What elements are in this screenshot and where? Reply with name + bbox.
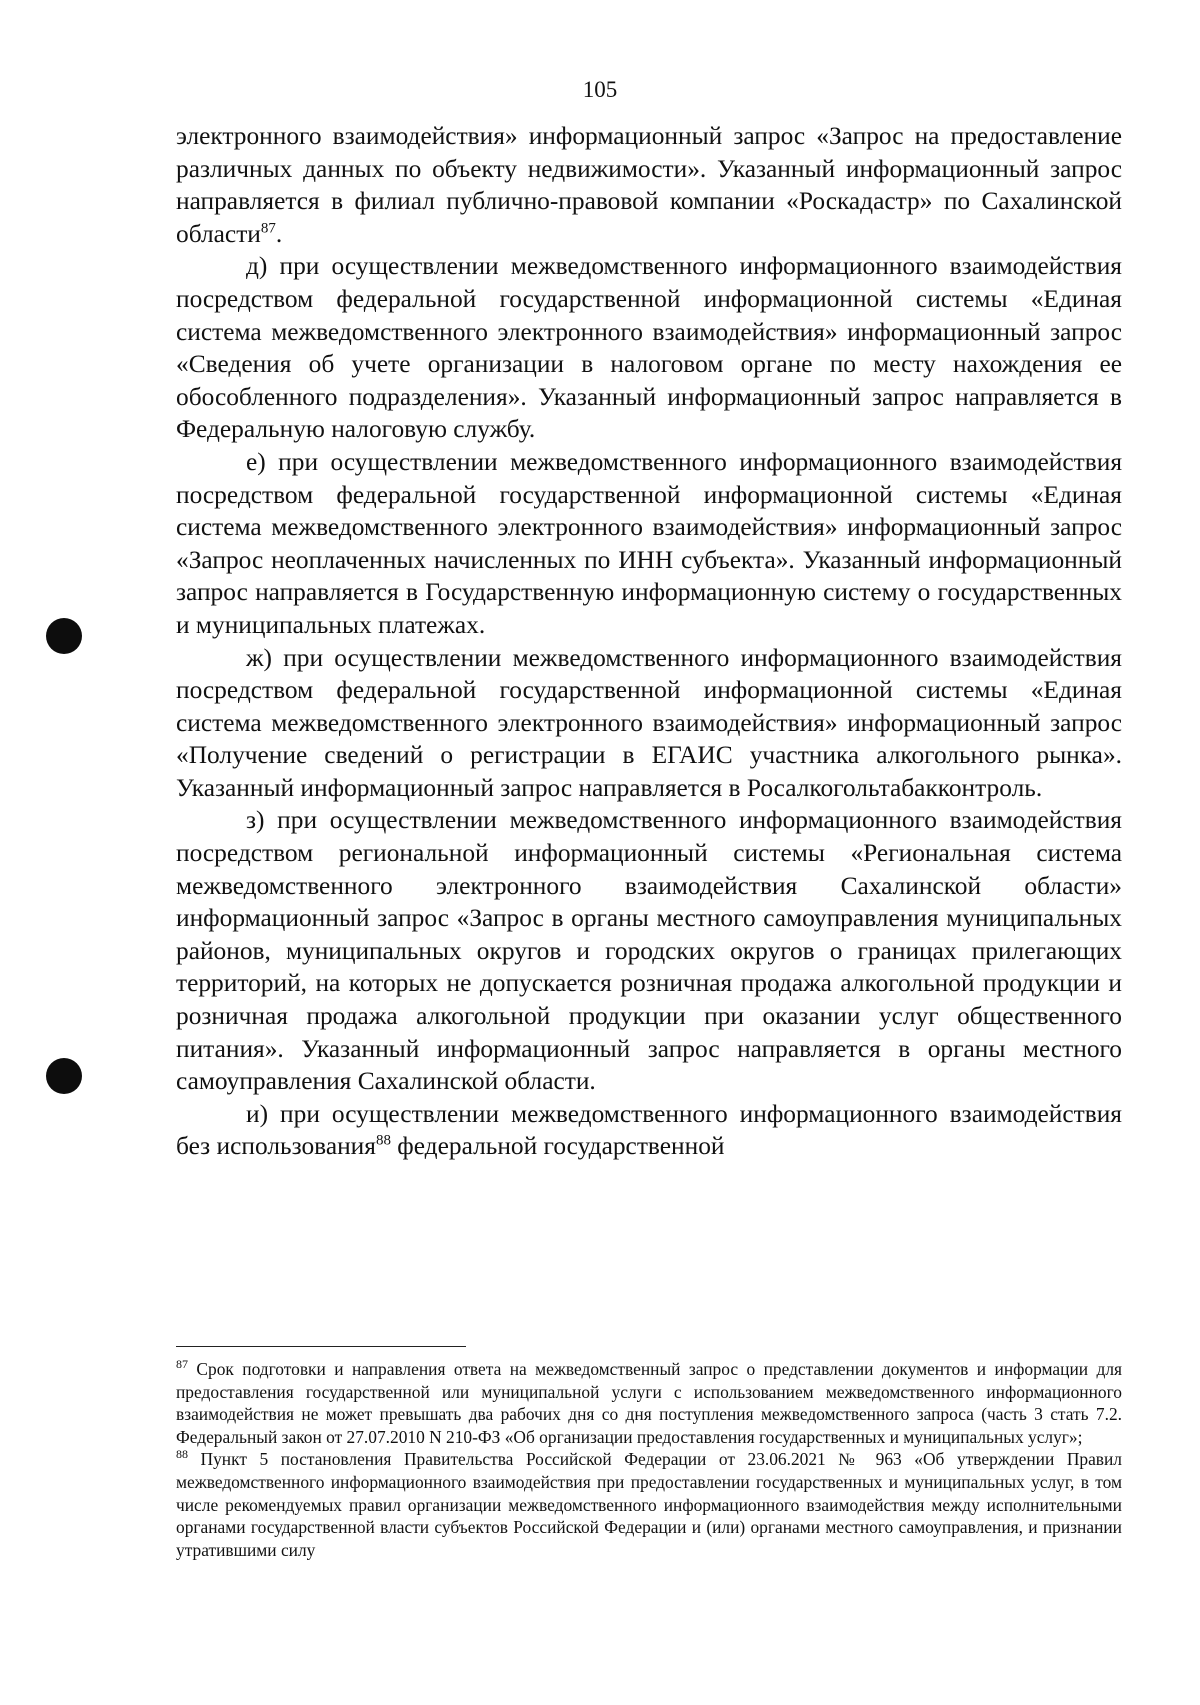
paragraph-zh: ж) при осуществлении межведомственного информационного взаимодействия посредством федеральной государственной информационной системы «Единая система межведомственного электронного взаимодействия» информационный запрос «Получение сведений о регистрации в ЕГАИС участника алкогольного рынка». Указанный информационный запрос направляется в Росалкогольтабакконтроль. bbox=[176, 643, 1122, 802]
binder-hole-top bbox=[46, 618, 82, 654]
paragraph-i-end: федеральной государственной bbox=[390, 1132, 725, 1161]
paragraph-d: д) при осуществлении межведомственного информационного взаимодействия посредством федеральной государственной информационной системы «Единая система межведомственного электронного взаимодействия» информационный запрос «Сведения об учете организации в налоговом органе по месту нахождения ее обособленного подразделения». Указанный информационный запрос направляется в Федеральную налоговую службу. bbox=[176, 252, 1122, 444]
footnote-87 bbox=[176, 1358, 1122, 1448]
footnotes bbox=[176, 1358, 1122, 1561]
footnote-ref-87[interactable]: 87 bbox=[260, 220, 276, 237]
intro-paragraph-text: электронного взаимодействия» информационный запрос «Запрос на предоставление различных данных по объекту недвижимости». Указанный информационный запрос направляется в филиал публично-правовой компании «Роскадастр» по Сахалинской области bbox=[176, 122, 1122, 248]
footnote-88 bbox=[176, 1448, 1122, 1561]
footnote-number-88: 88 bbox=[176, 1447, 188, 1462]
paragraph-e: е) при осуществлении межведомственного информационного взаимодействия посредством федеральной государственной информационной системы «Единая система межведомственного электронного взаимодействия» информационный запрос «Запрос неоплаченных начисленных по ИНН субъекта». Указанный информационный запрос направляется в Государственную информационную систему о государственных и муниципальных платежах. bbox=[176, 447, 1122, 639]
paragraph-z: з) при осуществлении межведомственного информационного взаимодействия посредством региональной информационный системы «Региональная система межведомственного электронного взаимодействия Сахалинской области» информационный запрос «Запрос в органы местного самоуправления муниципальных районов, муниципальных округов и городских округов о границах прилегающих территорий, на которых не допускается розничная продажа алкогольной продукции и розничная продажа алкогольной продукции при оказании услуг общественного питания». Указанный информационный запрос направляется в органы местного самоуправления Сахалинской области. bbox=[176, 806, 1122, 1096]
footnote-text-87: Срок подготовки и направления ответа на межведомственный запрос о представлении документов и информации для предоставления государственной или муниципальной услуги с использованием межведомственного информационного взаимодействия не может превышать два рабочих дня со дня поступления межведомственного запроса (часть 3 стать 7.2. Федеральный закон от 27.07.2010 N 210-ФЗ «Об организации предоставления государственных и муниципальных услуг»; bbox=[176, 1359, 1122, 1447]
page-number: 105 bbox=[582, 77, 618, 102]
paragraph-i bbox=[176, 1098, 1122, 1163]
binder-hole-bottom bbox=[46, 1058, 82, 1094]
footnote-separator bbox=[176, 1346, 466, 1347]
footnote-ref-88[interactable]: 88 bbox=[375, 1132, 391, 1149]
footnote-number-87: 87 bbox=[176, 1357, 188, 1372]
document-body bbox=[176, 120, 1122, 1163]
intro-paragraph bbox=[176, 120, 1122, 250]
intro-paragraph-end: . bbox=[275, 219, 283, 248]
paragraph-i-text: и) при осуществлении межведомственного информационного взаимодействия без использования bbox=[176, 1099, 1122, 1161]
footnote-text-88: Пункт 5 постановления Правительства Российской Федерации от 23.06.2021 № 963 «Об утверждении Правил межведомственного информационного взаимодействия при предоставлении государственных и муниципальных услуг, в том числе рекомендуемых правил организации межведомственного информационного взаимодействия между исполнительными органами государственной власти субъектов Российской Федерации и (или) органами местного самоуправления, и признании утратившими силу bbox=[176, 1449, 1122, 1560]
